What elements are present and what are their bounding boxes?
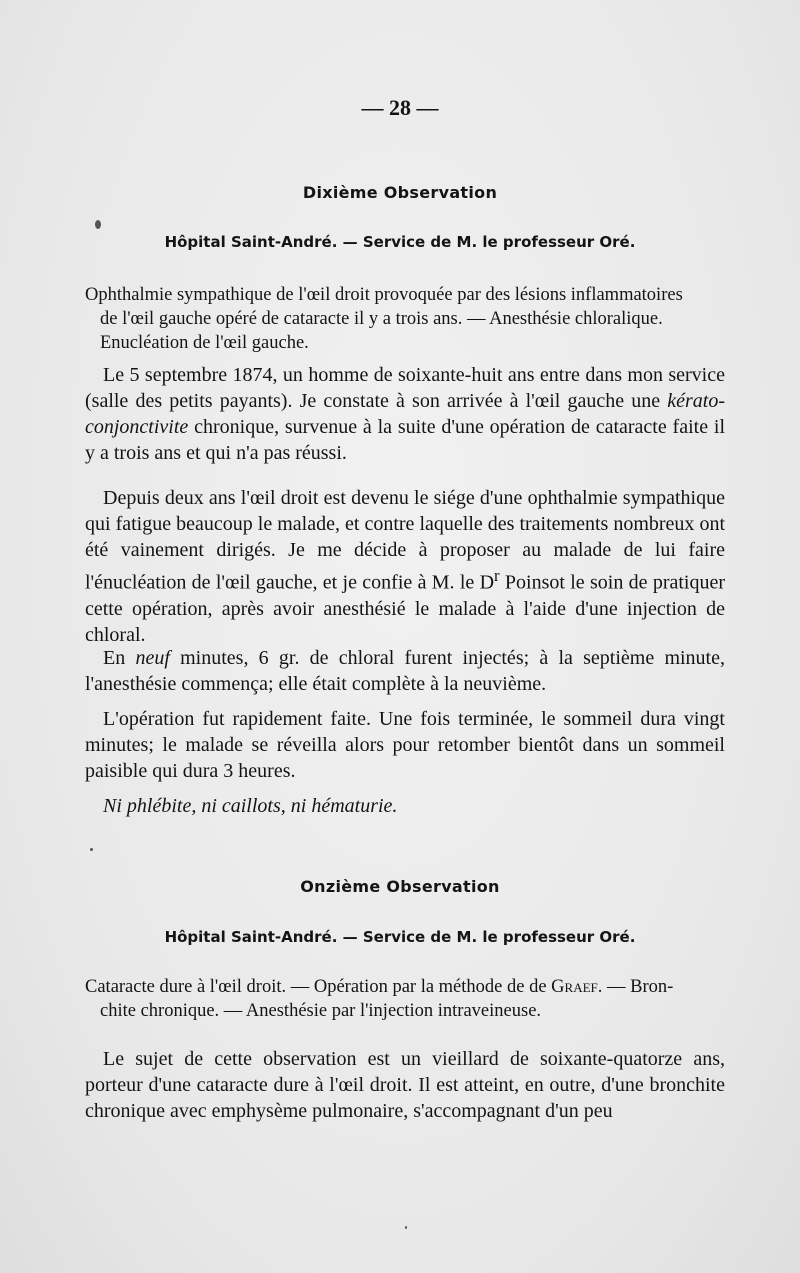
text-run: chronique, survenue à la suite d'une opération de cataracte faite il y a trois ans et qui n'a pas réussi. xyxy=(85,416,725,464)
small-caps-name: Graef xyxy=(551,977,598,997)
observation-10-summary xyxy=(85,283,725,355)
summary-line: Ophthalmie sympathique de l'œil droit provoquée par des lésions inflammatoires xyxy=(85,285,683,305)
summary-line: de l'œil gauche opéré de cataracte il y a trois ans. — Anesthésie chloralique. xyxy=(100,309,663,329)
ink-speck xyxy=(95,220,101,229)
paragraph: L'opération fut rapidement faite. Une fois terminée, le sommeil dura vingt minutes; le malade se réveilla alors pour retomber bientôt dans un sommeil paisible qui dura 3 heures. xyxy=(85,708,725,782)
observation-10-title: Dixième Observation xyxy=(302,183,498,202)
text-run: Depuis deux ans l'œil droit est devenu le siége d'une ophthalmie sympathique qui fatigue beaucoup le malade, et contre laquelle des traitements nombreux ont été vainement dirigés. Je me décide à proposer au malade de lui faire l'énucléation de l'œil gauche, et je confie à M. le D xyxy=(85,487,725,594)
italic-term: kérato-conjonctivite xyxy=(85,390,725,438)
paragraph xyxy=(85,362,725,466)
summary-line xyxy=(85,977,673,997)
paragraph xyxy=(85,485,725,648)
page-number: — 28 — xyxy=(361,95,439,120)
summary-line: chite chronique. — Anesthésie par l'injection intraveineuse. xyxy=(100,1001,542,1021)
paragraph xyxy=(85,645,725,697)
superscript: r xyxy=(494,566,500,585)
observation-11-title: Onzième Observation xyxy=(300,877,500,896)
text-run: En xyxy=(103,647,136,669)
italic-term: neuf xyxy=(135,647,170,669)
summary-line: Enucléation de l'œil gauche. xyxy=(100,333,309,353)
observation-11-summary xyxy=(85,975,725,1023)
ink-speck xyxy=(405,1226,407,1229)
text-run: Poinsot le soin de pratiquer cette opération, après avoir anesthésié le malade à l'aide d'une injection de chloral. xyxy=(85,571,726,646)
observation-10-hospital: Hôpital Saint-André. — Service de M. le professeur Oré. xyxy=(164,233,636,251)
text-run: . — Bron- xyxy=(597,977,674,997)
paragraph: Le sujet de cette observation est un vieillard de soixante-quatorze ans, porteur d'une cataracte dure à l'œil droit. Il est atteint, en outre, d'une bronchite chronique avec emphysème pulmonaire, s'accompagnant d'un peu xyxy=(85,1048,725,1122)
observation-11-hospital: Hôpital Saint-André. — Service de M. le professeur Oré. xyxy=(164,928,636,946)
text-run: Cataracte dure à l'œil droit. — Opération par la méthode de de xyxy=(85,977,552,997)
conclusion-line: Ni phlébite, ni caillots, ni hématurie. xyxy=(103,795,398,817)
text-run: minutes, 6 gr. de chloral furent injectés; à la septième minute, l'anesthésie commença; elle était complète à la neuvième. xyxy=(85,647,725,695)
ink-speck xyxy=(90,848,93,851)
text-run: Le 5 septembre 1874, un homme de soixante-huit ans entre dans mon service (salle des petits payants). Je constate à son arrivée à l'œil gauche une xyxy=(85,364,725,412)
